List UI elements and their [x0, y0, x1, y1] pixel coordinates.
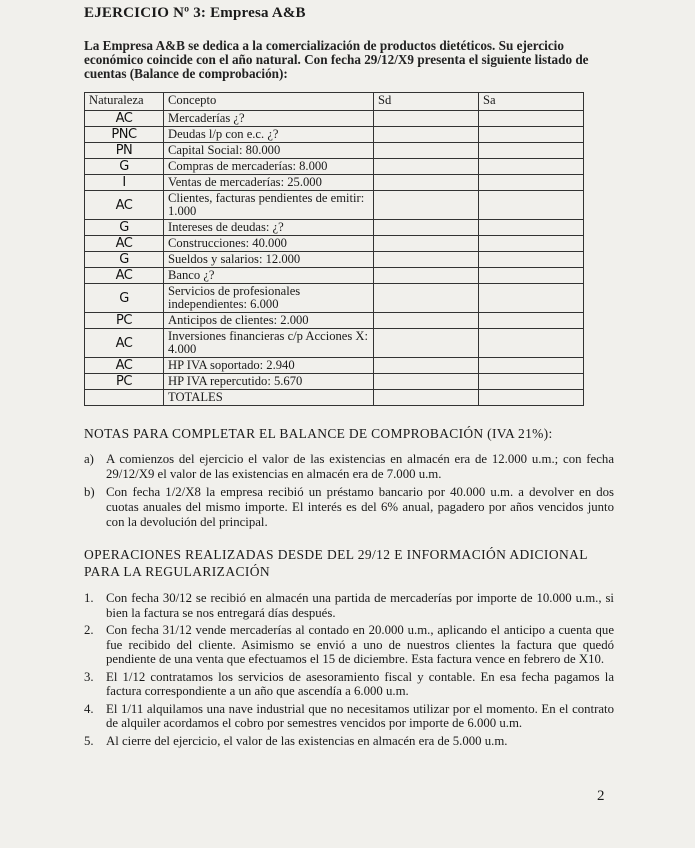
- list-item: [84, 734, 614, 749]
- item-marker: b): [84, 485, 95, 499]
- trial-balance-table: [84, 92, 584, 406]
- header-sa: Sa: [479, 93, 584, 111]
- row-nature: AC: [85, 358, 164, 374]
- totals-row: [85, 390, 584, 406]
- row-concept: HP IVA soportado: 2.940: [164, 358, 374, 374]
- list-item: [84, 591, 614, 620]
- list-item: [84, 452, 614, 482]
- table-row: [85, 220, 584, 236]
- total-sd-cell: [374, 390, 479, 406]
- operations-heading: OPERACIONES REALIZADAS DESDE DEL 29/12 E INFORMACIÓN ADICIONAL PARA LA REGULARIZACIÓN: [84, 547, 588, 579]
- table-header-row: [85, 93, 584, 111]
- notes-list: [84, 452, 614, 533]
- row-concept: Capital Social: 80.000: [164, 143, 374, 159]
- table-row: [85, 236, 584, 252]
- row-concept: Inversiones financieras c/p Acciones X: 4.000: [164, 329, 374, 358]
- table-row: [85, 127, 584, 143]
- row-sa-cell: [479, 127, 584, 143]
- list-item: [84, 623, 614, 667]
- row-sd-cell: [374, 252, 479, 268]
- total-sa-cell: [479, 390, 584, 406]
- row-sd-cell: [374, 111, 479, 127]
- row-nature: AC: [85, 329, 164, 358]
- row-nature: AC: [85, 191, 164, 220]
- row-nature: [85, 390, 164, 406]
- totals-label: TOTALES: [164, 390, 374, 406]
- row-sa-cell: [479, 111, 584, 127]
- row-sa-cell: [479, 175, 584, 191]
- header-naturaleza: Naturaleza: [85, 93, 164, 111]
- operations-list: [84, 591, 614, 751]
- row-sd-cell: [374, 313, 479, 329]
- item-marker: a): [84, 452, 94, 466]
- row-sa-cell: [479, 284, 584, 313]
- row-sd-cell: [374, 220, 479, 236]
- row-concept: Mercaderías ¿?: [164, 111, 374, 127]
- table-row: [85, 329, 584, 358]
- page-number: 2: [597, 788, 605, 804]
- row-nature: PC: [85, 374, 164, 390]
- row-nature: G: [85, 252, 164, 268]
- row-concept: Ventas de mercaderías: 25.000: [164, 175, 374, 191]
- item-text: A comienzos del ejercicio el valor de las existencias en almacén era de 12.000 u.m.; con fecha 29/12/X9 el valor de las existencias en almacén era de 7.000 u.m.: [106, 452, 614, 481]
- item-text: El 1/12 contratamos los servicios de asesoramiento fiscal y contable. En esa fecha pagamos la factura correspondiente a un año que ascendía a 6.000 u.m.: [106, 669, 614, 698]
- item-text: El 1/11 alquilamos una nave industrial que no necesitamos utilizar por el momento. En el contrato de alquiler acordamos el cobro por semestres vencidos por importe de 6.000 u.m.: [106, 701, 614, 730]
- item-marker: 1.: [84, 591, 94, 605]
- header-concepto: Concepto: [164, 93, 374, 111]
- row-concept: Compras de mercaderías: 8.000: [164, 159, 374, 175]
- table-row: [85, 252, 584, 268]
- row-sa-cell: [479, 313, 584, 329]
- row-sa-cell: [479, 329, 584, 358]
- row-concept: Construcciones: 40.000: [164, 236, 374, 252]
- list-item: [84, 702, 614, 731]
- row-concept: Deudas l/p con e.c. ¿?: [164, 127, 374, 143]
- table-row: [85, 284, 584, 313]
- item-text: Al cierre del ejercicio, el valor de las existencias en almacén era de 5.000 u.m.: [106, 733, 508, 748]
- notes-heading: NOTAS PARA COMPLETAR EL BALANCE DE COMPROBACIÓN (IVA 21%):: [84, 426, 553, 441]
- table-row: [85, 159, 584, 175]
- row-concept: Anticipos de clientes: 2.000: [164, 313, 374, 329]
- row-sd-cell: [374, 175, 479, 191]
- row-sa-cell: [479, 191, 584, 220]
- row-sa-cell: [479, 358, 584, 374]
- row-sa-cell: [479, 159, 584, 175]
- row-sd-cell: [374, 374, 479, 390]
- table-row: [85, 191, 584, 220]
- row-sa-cell: [479, 268, 584, 284]
- row-sa-cell: [479, 143, 584, 159]
- row-sd-cell: [374, 191, 479, 220]
- row-concept: Intereses de deudas: ¿?: [164, 220, 374, 236]
- table-row: [85, 143, 584, 159]
- row-nature: PN: [85, 143, 164, 159]
- list-item: [84, 670, 614, 699]
- row-nature: AC: [85, 111, 164, 127]
- item-text: Con fecha 1/2/X8 la empresa recibió un préstamo bancario por 40.000 u.m. a devolver en dos cuotas anuales del mismo importe. El interés es del 6% anual, pagadero por años vencidos junto con la devolución del principal.: [106, 485, 614, 529]
- row-nature: PNC: [85, 127, 164, 143]
- row-sa-cell: [479, 374, 584, 390]
- exercise-title: EJERCICIO Nº 3: Empresa A&B: [84, 5, 306, 21]
- item-text: Con fecha 30/12 se recibió en almacén una partida de mercaderías por importe de 10.000 u.m., si bien la factura se nos entregará días después.: [106, 591, 614, 620]
- row-sd-cell: [374, 236, 479, 252]
- item-marker: 3.: [84, 669, 94, 684]
- table-row: [85, 358, 584, 374]
- table-row: [85, 111, 584, 127]
- row-nature: PC: [85, 313, 164, 329]
- row-concept: Banco ¿?: [164, 268, 374, 284]
- row-sa-cell: [479, 220, 584, 236]
- row-nature: G: [85, 159, 164, 175]
- row-sa-cell: [479, 236, 584, 252]
- row-sd-cell: [374, 127, 479, 143]
- header-sd: Sd: [374, 93, 479, 111]
- row-sd-cell: [374, 284, 479, 313]
- row-concept: Clientes, facturas pendientes de emitir: 1.000: [164, 191, 374, 220]
- row-concept: Sueldos y salarios: 12.000: [164, 252, 374, 268]
- row-nature: AC: [85, 268, 164, 284]
- item-marker: 2.: [84, 623, 94, 637]
- row-concept: HP IVA repercutido: 5.670: [164, 374, 374, 390]
- list-item: [84, 485, 614, 530]
- row-sd-cell: [374, 358, 479, 374]
- intro-paragraph: La Empresa A&B se dedica a la comercialización de productos dietéticos. Su ejercicio económico coincide con el año natural. Con fecha 29/12/X9 presenta el siguiente listado de cuentas (Balance de comprobación):: [84, 38, 589, 81]
- item-marker: 4.: [84, 701, 94, 716]
- table-row: [85, 268, 584, 284]
- table-row: [85, 175, 584, 191]
- row-nature: G: [85, 220, 164, 236]
- row-sd-cell: [374, 143, 479, 159]
- row-nature: I: [85, 175, 164, 191]
- row-sd-cell: [374, 329, 479, 358]
- item-marker: 5.: [84, 733, 94, 748]
- table-row: [85, 374, 584, 390]
- row-sd-cell: [374, 268, 479, 284]
- table-row: [85, 313, 584, 329]
- row-sd-cell: [374, 159, 479, 175]
- item-text: Con fecha 31/12 vende mercaderías al contado en 20.000 u.m., aplicando el anticipo a cuenta que fue recibido del cliente. Asimismo se envió a uno de nuestros clientes la factura que quedó pendiente de una venta que efectuamos el 15 de diciembre. Esta factura vence en febrero de X10.: [106, 623, 614, 666]
- row-nature: G: [85, 284, 164, 313]
- row-nature: AC: [85, 236, 164, 252]
- row-concept: Servicios de profesionales independientes: 6.000: [164, 284, 374, 313]
- row-sa-cell: [479, 252, 584, 268]
